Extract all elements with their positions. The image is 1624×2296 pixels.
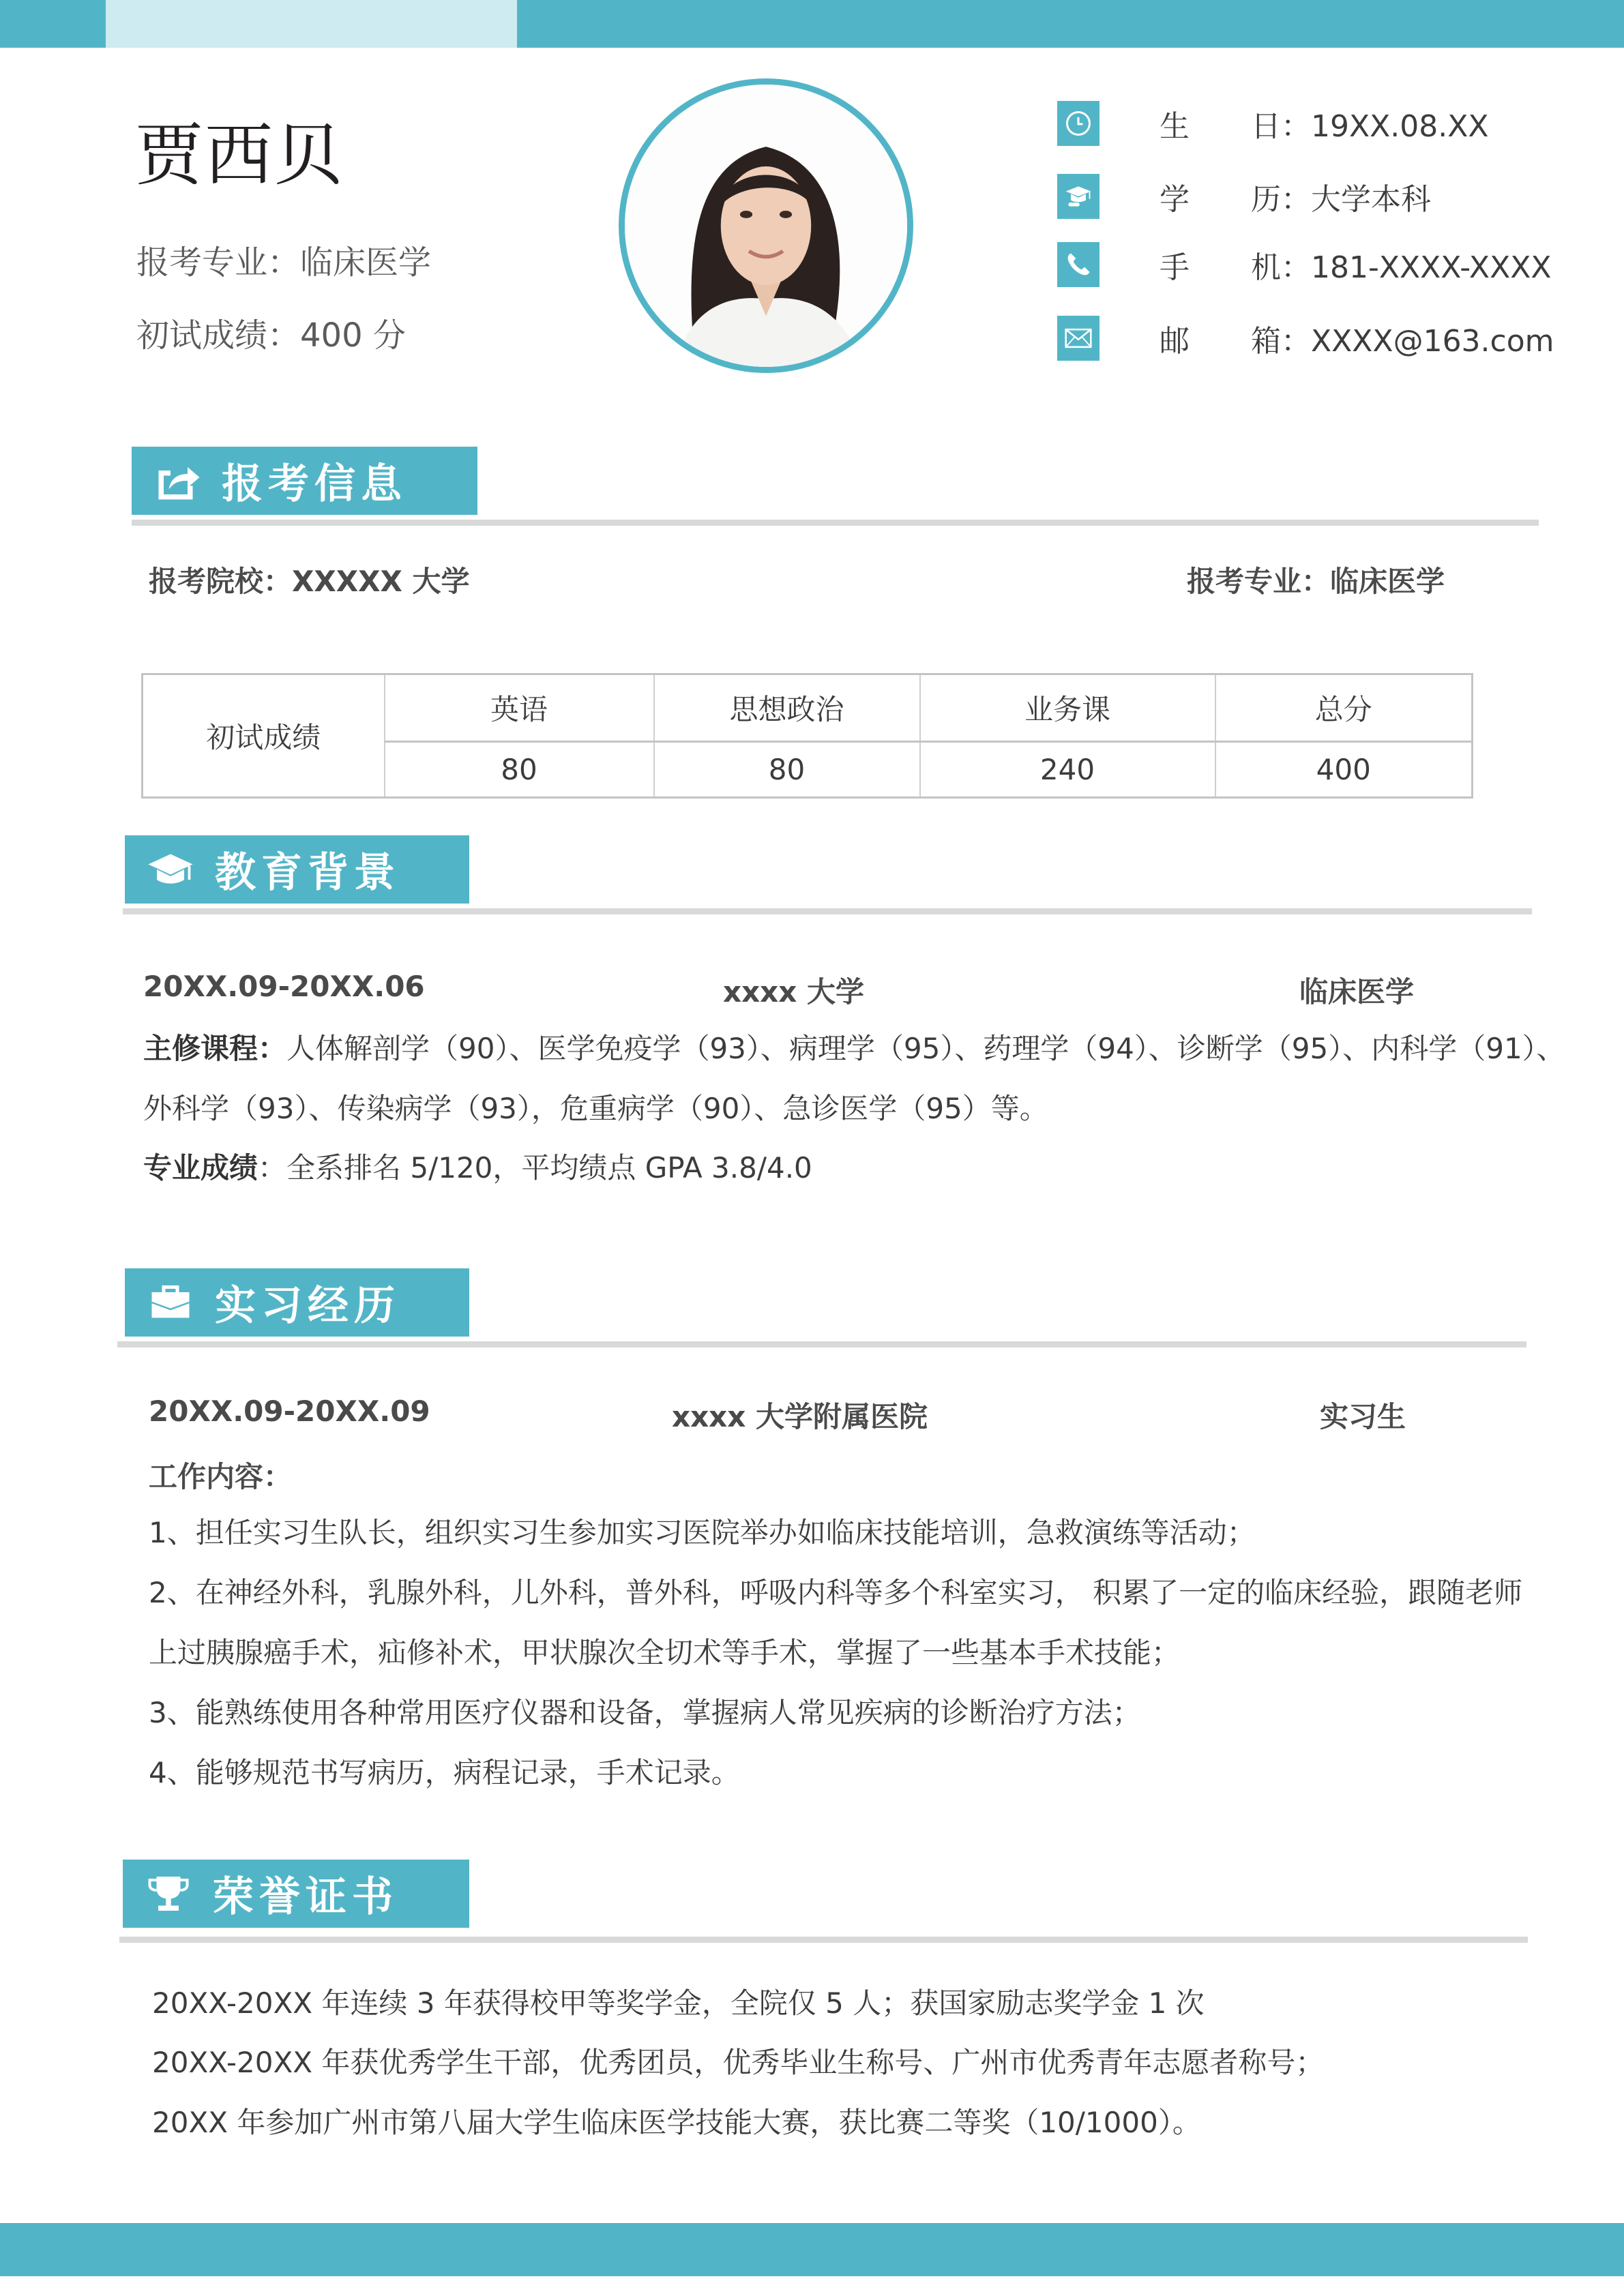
profile-photo: [619, 78, 913, 373]
contact-birthday: [1057, 101, 1489, 146]
edu-major: 临床医学: [1299, 975, 1415, 1009]
score-header-politics: 思想政治: [654, 674, 920, 742]
contact-value: 箱：XXXX@163.com: [1251, 324, 1554, 359]
trophy-icon: [145, 1873, 192, 1914]
intern-org: xxxx 大学附属医院: [672, 1400, 928, 1433]
envelope-icon: [1057, 316, 1099, 361]
grades-label: 专业成绩: [143, 1151, 259, 1184]
section-title: 教育背景: [215, 849, 400, 897]
honor-line: 20XX 年参加广州市第八届大学生临床医学技能大赛，获比赛二等奖（10/1000）。: [152, 2106, 1201, 2139]
edu-period: 20XX.09-20XX.06: [143, 970, 425, 1003]
score-value-major-course: 240: [920, 742, 1215, 798]
score-header-major-course: 业务课: [920, 674, 1215, 742]
score-table: [141, 673, 1473, 799]
contact-email: [1057, 316, 1554, 361]
top-bar-highlight: [106, 0, 517, 48]
honor-line: 20XX-20XX 年连续 3 年获得校甲等奖学金，全院仅 5 人；获国家励志奖学金 1 次: [152, 1986, 1205, 2020]
header-score: 初试成绩：400 分: [136, 316, 406, 355]
score-value-politics: 80: [654, 742, 920, 798]
contact-phone: [1057, 242, 1552, 287]
score-header-english: 英语: [385, 674, 654, 742]
phone-icon: [1057, 242, 1099, 287]
intern-duty-line: 1、担任实习生队长，组织实习生参加实习医院举办如临床技能培训，急救演练等活动；: [149, 1516, 1256, 1549]
contact-value: 历：大学本科: [1251, 182, 1431, 217]
section-title: 报考信息: [222, 460, 407, 508]
section-header-internship: [125, 1268, 469, 1337]
intern-duty-line: 3、能熟练使用各种常用医疗仪器和设备，掌握病人常见疾病的诊断治疗方法；: [149, 1696, 1141, 1729]
header-major: 报考专业：临床医学: [136, 243, 432, 282]
clock-icon: [1057, 101, 1099, 146]
section-header-education: [125, 835, 469, 904]
share-icon: [153, 460, 201, 501]
intern-period: 20XX.09-20XX.09: [149, 1395, 430, 1428]
score-header-total: 总分: [1215, 674, 1473, 742]
section-header-honors: [123, 1860, 469, 1928]
contact-value: 日：19XX.08.XX: [1251, 109, 1489, 144]
intern-role: 实习生: [1320, 1400, 1406, 1433]
apply-school: 报考院校：XXXXX 大学: [149, 565, 470, 598]
bottom-bar: [0, 2223, 1624, 2276]
section-header-apply: [132, 447, 477, 515]
apply-major: 报考专业：临床医学: [1187, 565, 1445, 598]
contact-label: 手: [1160, 250, 1190, 285]
edu-courses-line2: 外科学（93）、传染病学（93），危重病学（90）、急诊医学（95）等。: [143, 1092, 1048, 1125]
edu-grades: 专业成绩：全系排名 5/120，平均绩点 GPA 3.8/4.0: [143, 1151, 812, 1184]
honor-line: 20XX-20XX 年获优秀学生干部，优秀团员，优秀毕业生称号、广州市优秀青年志愿者称号；: [152, 2046, 1325, 2079]
intern-duty-line: 上过胰腺癌手术，疝修补术，甲状腺次全切术等手术，掌握了一些基本手术技能；: [149, 1636, 1181, 1669]
section-divider: [132, 520, 1539, 526]
contact-value: 机：181-XXXX-XXXX: [1251, 250, 1552, 285]
contact-education: [1057, 174, 1431, 219]
candidate-name: 贾西贝: [135, 115, 344, 195]
contact-label: 生: [1160, 109, 1190, 144]
graduation-cap-icon: [1057, 174, 1099, 219]
contact-label: 学: [1160, 182, 1190, 217]
section-divider: [119, 1937, 1528, 1943]
section-divider: [123, 908, 1532, 914]
edu-school: xxxx 大学: [723, 975, 864, 1009]
courses-label: 主修课程：: [143, 1032, 287, 1065]
section-divider: [117, 1341, 1526, 1347]
intern-duties-label: 工作内容：: [149, 1460, 293, 1493]
graduation-cap-icon: [147, 849, 194, 890]
contact-label: 邮: [1160, 324, 1190, 359]
intern-duty-line: 4、能够规范书写病历，病程记录，手术记录。: [149, 1756, 740, 1789]
briefcase-icon: [147, 1282, 194, 1323]
intern-duty-line: 2、在神经外科，乳腺外科，儿外科，普外科，呼吸内科等多个科室实习， 积累了一定的临床经验，跟随老师: [149, 1576, 1523, 1609]
score-value-total: 400: [1215, 742, 1473, 798]
section-title: 实习经历: [215, 1282, 400, 1330]
portrait-image: [625, 85, 907, 367]
score-row-label: 初试成绩: [143, 674, 385, 798]
score-value-english: 80: [385, 742, 654, 798]
section-title: 荣誉证书: [213, 1873, 398, 1921]
edu-courses-line1: 主修课程：人体解剖学（90）、医学免疫学（93）、病理学（95）、药理学（94）、诊断学（95）、内科学（91）、: [143, 1032, 1565, 1065]
